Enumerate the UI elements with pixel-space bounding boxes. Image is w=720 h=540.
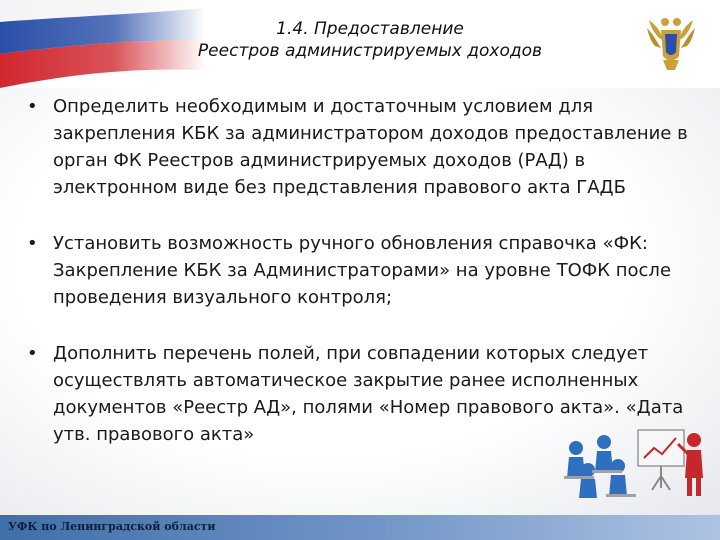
presentation-classroom-icon [560, 330, 710, 500]
footer-organization-label: УФК по Ленинградской области [8, 520, 216, 533]
slide-header [0, 0, 720, 88]
bullet-line: Определить необходимым и достаточным условием для [53, 96, 594, 117]
slide-title [150, 18, 590, 62]
bullet-line: Закрепление КБК за Администраторами» на уровне ТОФК после [53, 260, 672, 281]
bullet-line: электронном виде без представления правового акта ГАДБ [53, 177, 626, 198]
slide-title-line-2: Реестров администрируемых доходов [197, 41, 543, 61]
bullet-line: проведения визуального контроля; [53, 287, 393, 308]
bullet-line: документов «Реестр АД», полями «Номер правового акта». «Дата [53, 397, 684, 418]
bullet-item-2 [27, 230, 707, 311]
bullet-line: орган ФК Реестров администрируемых доходов (РАД) в [53, 150, 586, 171]
bullet-marker: • [27, 233, 38, 254]
bullet-marker: • [27, 343, 38, 364]
bullet-line: Установить возможность ручного обновления справочка «ФК: [53, 233, 648, 254]
bullet-item-1 [27, 93, 707, 201]
bullet-line: осуществлять автоматическое закрытие ранее исполненных [53, 370, 639, 391]
treasury-eagle-emblem-icon [643, 12, 699, 74]
bullet-marker: • [27, 96, 38, 117]
slide-title-line-1: 1.4. Предоставление [276, 19, 464, 39]
bullet-line: закрепления КБК за администратором доходов предоставление в [53, 123, 688, 144]
bullet-line: Дополнить перечень полей, при совпадении которых следует [53, 343, 649, 364]
bullet-line: утв. правового акта» [53, 424, 255, 445]
slide-footer [0, 515, 720, 540]
